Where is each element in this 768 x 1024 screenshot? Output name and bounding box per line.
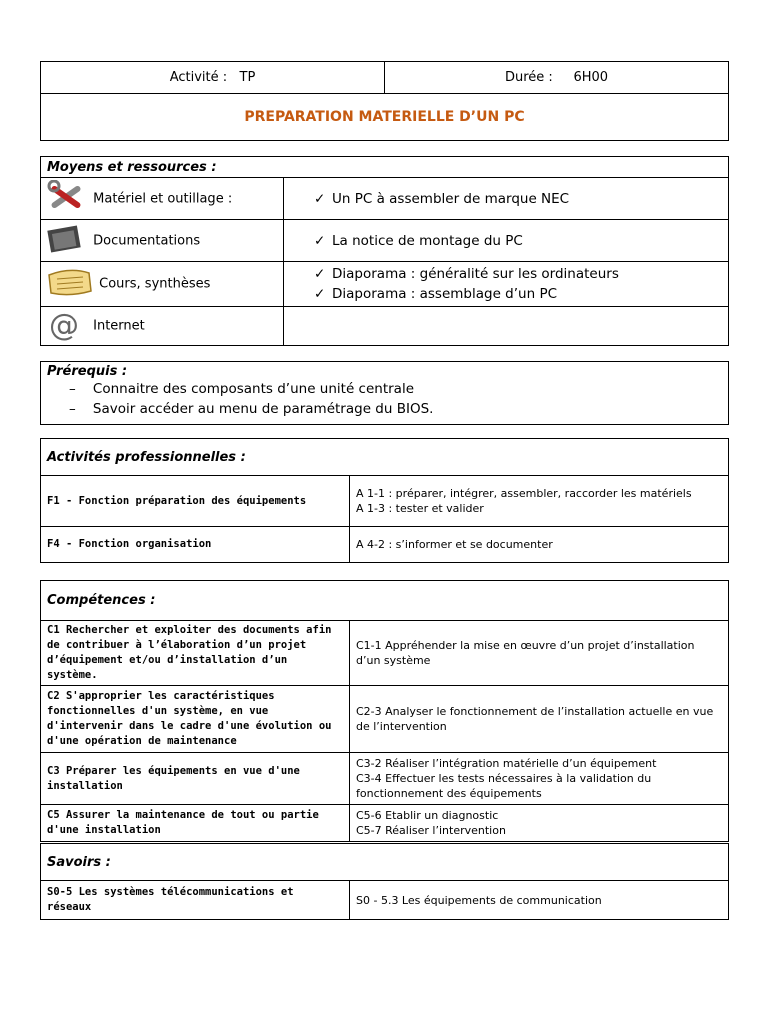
table-row-left: C2 S'approprier les caractéristiques fonctionnelles d'un système, en vue d'intervenir dans le cadre d'une évolution ou d'une opération de maintenance [41, 686, 350, 753]
table-row-right: C3-2 Réaliser l’intégration matérielle d’un équipement C3-4 Effectuer les tests nécessaires à la validation du fonctionnement des équipements [350, 753, 729, 805]
duration-label: Durée : [504, 69, 553, 85]
moyens-label: Internet [93, 318, 145, 334]
tools-icon [45, 180, 89, 218]
prerequis-heading: Prérequis : [47, 364, 128, 379]
activity-label: Activité : [169, 69, 228, 85]
activites-section [40, 438, 729, 563]
table-row-right: S0 - 5.3 Les équipements de communication [350, 881, 729, 920]
duration-cell [385, 62, 729, 93]
table-row-right: C1-1 Appréhender la mise en œuvre d’un projet d’installation d’un système [350, 621, 729, 686]
table-row-left: C1 Rechercher et exploiter des documents afin de contribuer à l’élaboration d’un projet d’équipement et/ou d’installation d’un système. [41, 621, 350, 686]
prerequis-section [40, 361, 729, 425]
competences-section [40, 580, 729, 842]
moyens-label: Matériel et outillage : [93, 191, 233, 206]
table-row-right: C5-6 Etablir un diagnostic C5-7 Réaliser l’intervention [350, 805, 729, 842]
activites-heading: Activités professionnelles : [41, 439, 729, 476]
competences-heading: Compétences : [41, 581, 729, 621]
list-item: ✓ Un PC à assembler de marque NEC [314, 190, 570, 207]
page-title: PREPARATION MATERIELLE D’UN PC [41, 93, 728, 140]
header-block [40, 61, 729, 141]
table-row-left: F4 - Fonction organisation [41, 527, 350, 563]
savoirs-section [40, 843, 729, 920]
table-row-right: A 1-1 : préparer, intégrer, assembler, raccorder les matériels A 1-3 : tester et valider [350, 476, 729, 527]
list-item: ✓ La notice de montage du PC [314, 232, 523, 249]
book-icon [45, 222, 89, 260]
moyens-section [40, 156, 729, 345]
moyens-row-label [41, 262, 284, 307]
moyens-row-label [41, 307, 284, 346]
moyens-row-label [41, 178, 284, 220]
list-item: – Savoir accéder au menu de paramétrage du BIOS. [69, 401, 434, 417]
moyens-row-items [284, 220, 729, 262]
moyens-row-label [41, 220, 284, 262]
activity-value: TP [239, 69, 256, 85]
table-row-left: C5 Assurer la maintenance de tout ou partie d'une installation [41, 805, 350, 842]
table-row-left: S0-5 Les systèmes télécommunications et réseaux [41, 881, 350, 920]
moyens-row-items [284, 307, 729, 346]
scroll-icon [45, 265, 95, 303]
list-item: ✓ Diaporama : assemblage d’un PC [314, 286, 558, 302]
moyens-heading: Moyens et ressources : [41, 157, 729, 178]
list-item: ✓ Diaporama : généralité sur les ordinateurs [314, 266, 619, 282]
duration-value: 6H00 [573, 69, 609, 85]
savoirs-heading: Savoirs : [41, 844, 729, 881]
table-row-left: C3 Préparer les équipements en vue d'une installation [41, 753, 350, 805]
moyens-label: Cours, synthèses [99, 276, 211, 292]
moyens-row-items [284, 178, 729, 220]
table-row-right: C2-3 Analyser le fonctionnement de l’installation actuelle en vue de l’intervention [350, 686, 729, 753]
activity-cell [41, 62, 385, 93]
svg-text:@: @ [49, 308, 79, 341]
at-icon [45, 307, 89, 345]
list-item: – Connaitre des composants d’une unité centrale [69, 381, 415, 397]
table-row-right: A 4-2 : s’informer et se documenter [350, 527, 729, 563]
table-row-left: F1 - Fonction préparation des équipements [41, 476, 350, 527]
moyens-row-items [284, 262, 729, 307]
moyens-label: Documentations [93, 233, 201, 248]
